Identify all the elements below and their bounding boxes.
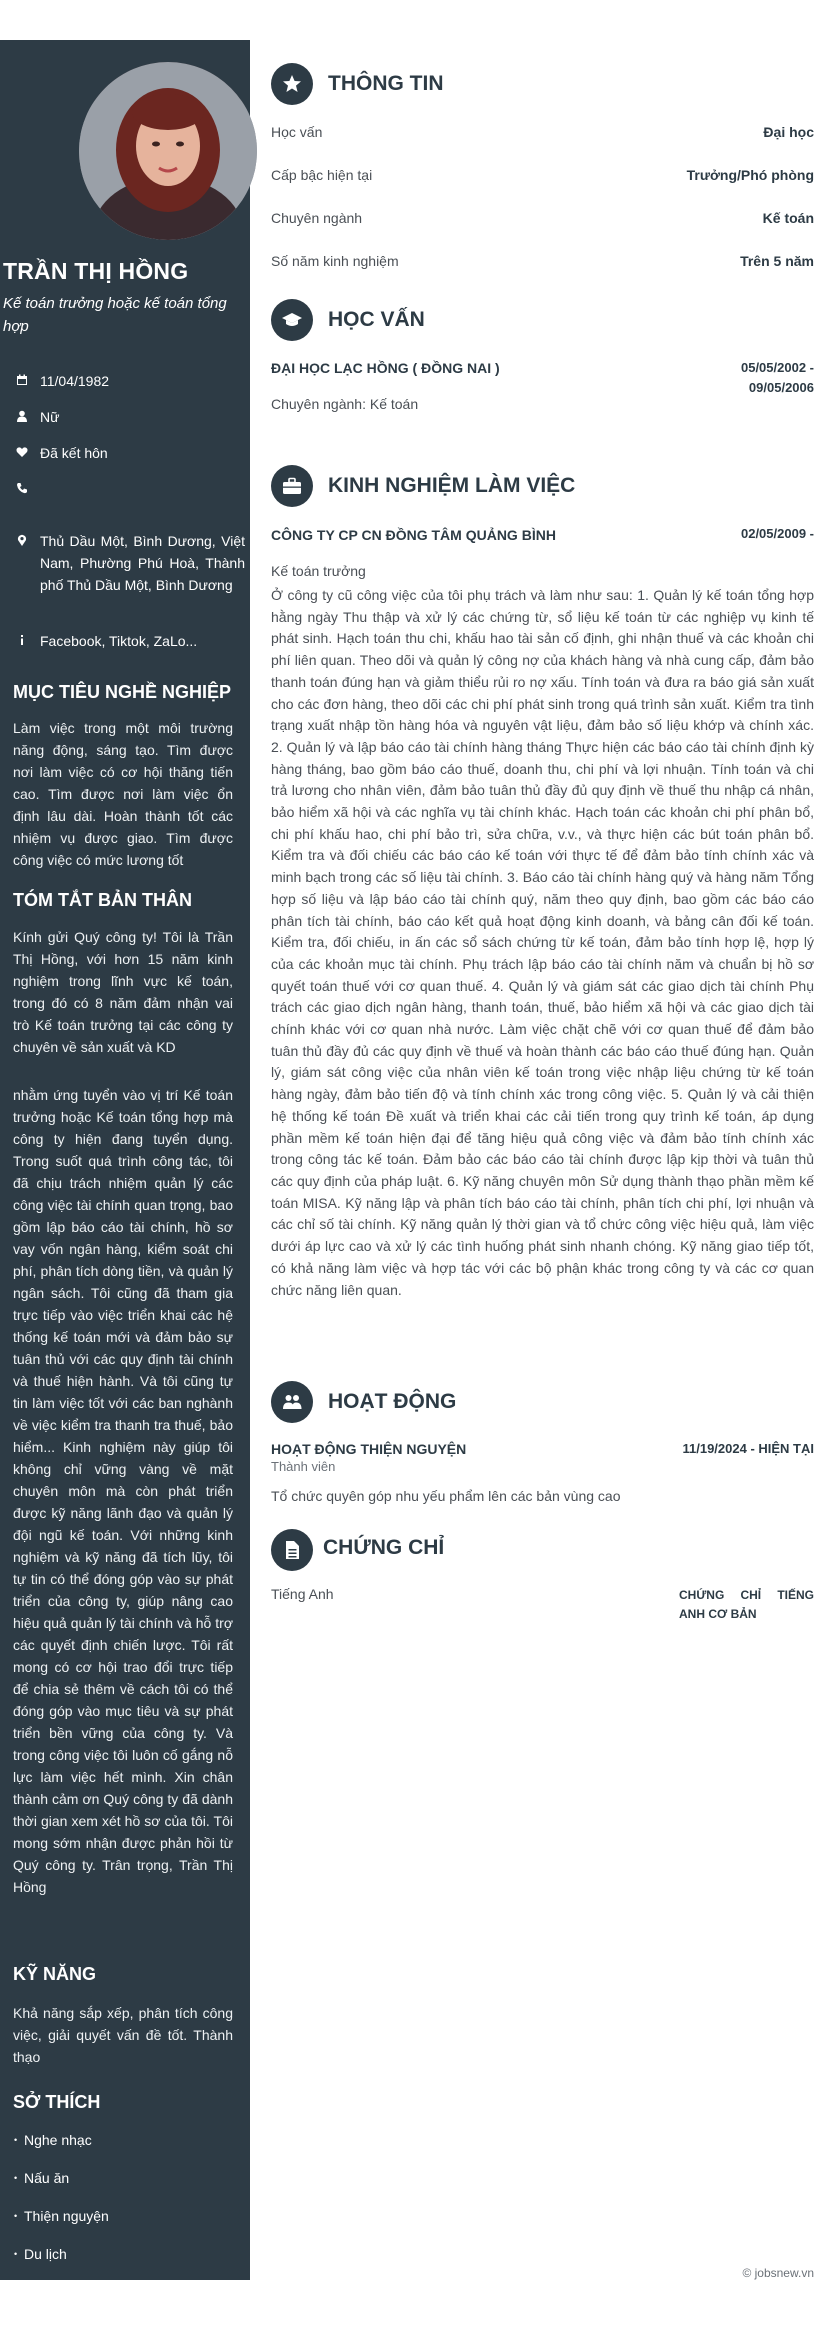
certificates-heading: CHỨNG CHỈ <box>323 1536 445 1559</box>
experience-position: Kế toán trưởng <box>271 563 366 579</box>
gender-text: Nữ <box>40 409 60 425</box>
hobby-item: • Du lịch <box>24 2246 67 2262</box>
certificate-detail-1: CHỨNG CHỈ TIẾNG <box>679 1588 814 1602</box>
info-value: Trưởng/Phó phòng <box>686 167 814 183</box>
candidate-title: Kế toán trưởng hoặc kế toán tổng hợp <box>3 295 227 335</box>
info-heading: THÔNG TIN <box>328 72 444 95</box>
contact-address <box>16 530 245 596</box>
avatar <box>79 62 257 240</box>
skills-text: Khả năng sắp xếp, phân tích công việc, giải quyết vấn đề tốt. Thành thạo <box>13 2005 233 2065</box>
section-icon <box>271 1529 313 1571</box>
birthdate-text: 11/04/1982 <box>40 373 110 389</box>
education-date <box>741 358 814 398</box>
activity-name: HOẠT ĐỘNG THIỆN NGUYỆN <box>271 1441 467 1457</box>
social-text: Facebook, Tiktok, ZaLo... <box>40 633 198 649</box>
info-value: Kế toán <box>762 210 814 226</box>
experience-heading: KINH NGHIỆM LÀM VIỆC <box>328 474 576 497</box>
contact-social <box>16 630 245 652</box>
section-icon <box>271 63 313 105</box>
hobby-item: • Nghe nhạc <box>24 2132 92 2148</box>
info-value: Đại học <box>763 124 814 140</box>
heart-icon <box>16 446 28 458</box>
star-icon <box>282 74 302 94</box>
user-icon <box>16 410 28 422</box>
certificate-detail-2: ANH CƠ BẢN <box>679 1607 757 1621</box>
skills-heading: KỸ NĂNG <box>13 1964 97 1984</box>
section-icon <box>271 465 313 507</box>
certificate-name: Tiếng Anh <box>271 1586 334 1602</box>
experience-date: 02/05/2009 - <box>740 526 814 541</box>
objective-heading: MỤC TIÊU NGHỀ NGHIỆP <box>13 682 232 702</box>
location-pin-icon <box>16 534 28 546</box>
marital-text: Đã kết hôn <box>40 445 108 461</box>
candidate-name: TRẦN THỊ HỒNG <box>3 258 189 284</box>
hobby-item: • Nấu ăn <box>24 2170 69 2186</box>
education-date-to: 09/05/2006 <box>748 380 814 395</box>
activity-description: Tổ chức quyên góp nhu yếu phẩm lên các bản vùng cao <box>271 1488 621 1504</box>
summary-text-2: nhằm ứng tuyển vào vị trí Kế toán trưởng hoặc Kế toán tổng hợp mà công ty hiện đang tuyển dụng. Trong suốt quá trình công tác, tôi đã chịu trách nhiệm quản lý các công việc tài chính quan trọng, bao gồm lập báo cáo tài chính, hồ sơ vay vốn ngân hàng, kiểm soát chi phí, phân tích dòng tiền, và quản lý ngân sách. Tôi cũng đã tham gia trực tiếp vào việc triển khai các hệ thống kế toán mới và đảm bảo sự tuân thủ với các quy định tài chính và thuế hiện hành. Và tôi cũng tự tin làm việc tốt với các ban nghành về việc kiểm tra thanh tra thuế, bảo hiểm... Kinh nghiệm này giúp tôi không chỉ vững vàng về mặt chuyên môn mà còn phát triển được kỹ năng lãnh đạo và quản lý đội ngũ kế toán. Với những kinh nghiệm và kỹ năng đã tích lũy, tôi tự tin có thể đóng góp vào sự phát triển của công ty, giúp nâng cao hiệu quả quản lý tài chính và hỗ trợ các quyết định chiến lược. Tôi rất mong có cơ hội trao đổi trực tiếp để chia sẻ thêm về cách tôi có thể đóng góp vào mục tiêu và sự phát triển bền vững của công ty. Và trong công việc tôi luôn cố gắng nỗ lực làm việc hết mình. Xin chân thành cảm ơn Quý công ty đã dành thời gian xem xét hồ sơ của tôi. Tôi mong sớm nhận được phản hồi từ Quý công ty. Trân trọng, Trần Thị Hồng <box>13 1087 233 1895</box>
hobbies-heading: SỞ THÍCH <box>13 2092 101 2112</box>
briefcase-icon <box>282 476 302 496</box>
info-label: Học vấn <box>271 124 323 140</box>
info-label: Cấp bậc hiện tại <box>271 167 373 183</box>
info-label: Số năm kinh nghiệm <box>271 253 399 269</box>
activities-heading: HOẠT ĐỘNG <box>328 1390 457 1413</box>
education-heading: HỌC VẤN <box>328 308 425 331</box>
contact-marital <box>16 442 245 464</box>
objective-text: Làm việc trong một môi trường năng động, sáng tạo. Tìm được nơi làm việc có cơ hội thăng tiến cao. Tìm được nơi làm việc ổn định lâu dài. Hoàn thành tốt các nhiệm vụ được giao. Tìm được công việc có mức lương tốt <box>13 720 233 868</box>
summary-heading: TÓM TẮT BẢN THÂN <box>13 890 192 910</box>
info-icon <box>16 634 28 646</box>
contact-gender <box>16 406 245 428</box>
info-value: Trên 5 năm <box>740 253 814 269</box>
section-icon <box>271 299 313 341</box>
contact-birthdate <box>16 370 245 392</box>
section-icon <box>271 1381 313 1423</box>
education-major: Chuyên ngành: Kế toán <box>271 396 419 412</box>
education-date-from: 05/05/2002 - <box>740 360 814 375</box>
certificate-icon <box>282 1540 302 1560</box>
footer-credit: © jobsnew.vn <box>742 2266 814 2280</box>
sidebar <box>0 40 250 2280</box>
activity-date: 11/19/2024 - HIỆN TẠI <box>682 1441 814 1456</box>
info-label: Chuyên ngành <box>271 210 363 226</box>
activity-role: Thành viên <box>271 1459 336 1474</box>
experience-company: CÔNG TY CP CN ĐỒNG TÂM QUẢNG BÌNH <box>271 527 556 543</box>
experience-description: Ở công ty cũ công việc của tôi phụ trách và làm như sau: 1. Quản lý kế toán tổng hợp hằng ngày Thu thập và xử lý các chứng từ, sổ liệu kế toán từ các nghiệp vụ kinh tế phát sinh. Hạch toán thu chi, khấu hao tài sản cố định, ghi nhận thuế và các khoản chi phí liên quan. Theo dõi và quản lý công nợ của khách hàng và nhà cung cấp, đảm bảo thanh toán đúng hạn và giảm thiểu rủi ro nợ xấu. Tính toán và đưa ra báo giá sản xuất cho các đơn hàng, theo dõi các chi phí phát sinh trong quá trình sản xuất. Kiểm tra tình trạng xuất nhập tồn hàng hóa và nguyên vật liệu, đảm bảo số liệu khớp và chính xác. 2. Quản lý và lập báo cáo tài chính hàng tháng Thực hiện các báo cáo tài chính định kỳ hàng tháng, bao gồm báo cáo thuế, doanh thu, chi phí và lợi nhuận. Tính toán và chi trả lương cho nhân viên, đảm bảo tuân thủ đầy đủ quy định về thuế thu nhập cá nhân, bảo hiểm xã hội và các nghĩa vụ tài chính khác. Hạch toán các khoản chi phí phân bổ, chi phí khấu hao, chi phí bảo trì, sửa chữa, v.v., và thực hiện các bút toán phân bổ. Kiểm tra và đối chiếu các báo cáo kế toán với thực tế để đảm bảo tính chính xác và minh bạch trong các số liệu tài chính. 3. Báo cáo tài chính hàng quý và hàng năm Tổng hợp số liệu và lập báo cáo tài chính quý, năm theo quy định, bao gồm các báo cáo phân tích tài chính, báo cáo kết quả hoạt động kinh doanh, và bảng cân đối kế toán. Kiểm tra, đối chiếu, in ấn các sổ sách chứng từ kế toán, đảm bảo tính hợp lệ, hợp lý của các khoản mục tài chính. Phụ trách lập báo cáo tài chính năm và chuẩn bị hồ sơ quyết toán thuế với cơ quan thuế. 4. Quản lý và giám sát các giao dịch tài chính Phụ trách các giao dịch ngân hàng, thanh toán, thuế, bảo hiểm xã hội và các giao dịch tài chính khác với cơ quan nhà nước. Làm việc chặt chẽ với cơ quan thuế để đảm bảo tuân thủ đầy đủ các quy định về thuế và hoàn thành các báo cáo thuế đúng hạn. Quản lý, giám sát công việc của nhân viên kế toán trong việc nhập liệu chứng từ kế toán hàng ngày, đảm bảo tiến độ và tính chính xác trong công việc. 5. Quản lý và cải thiện hệ thống kế toán Đề xuất và triển khai các cải tiến trong quy trình kế toán, áp dụng phần mềm kế toán hiện đại để tăng hiệu quả công việc và đảm bảo tính chính xác trong công tác kế toán. Đảm bảo các báo cáo tài chính được lập kịp thời và tuân thủ các quy định của pháp luật. 6. Kỹ năng chuyên môn Sử dụng thành thạo phần mềm kế toán MISA. Kỹ năng lập và phân tích báo cáo tài chính, phân tích chi phí, lợi nhuận và các chỉ số tài chính. Kỹ năng quản lý thời gian và tổ chức công việc hiệu quả, làm việc dưới áp lực cao và xử lý các tình huống phát sinh nhanh chóng. Kỹ năng giao tiếp tốt, có khả năng làm việc và hợp tác với các bộ phận khác trong công ty và các cơ quan chức năng liên quan. <box>271 587 814 1298</box>
summary-text-1: Kính gửi Quý công ty! Tôi là Trần Thị Hồng, với hơn 15 năm kinh nghiệm trong lĩnh vực kế toán, trong đó có 8 năm đảm nhận vai trò Kế toán trưởng tại các công ty chuyên về sản xuất và KD <box>13 929 233 1055</box>
graduation-cap-icon <box>282 310 302 330</box>
users-icon <box>282 1392 302 1412</box>
address-text: Thủ Dầu Một, Bình Dương, Việt Nam, Phường Phú Hoà, Thành phố Thủ Dầu Một, Bình Dương <box>40 533 245 593</box>
hobby-item: • Thiện nguyện <box>24 2208 109 2224</box>
calendar-icon <box>16 374 28 386</box>
education-school: ĐẠI HỌC LẠC HỒNG ( ĐỒNG NAI ) <box>271 360 500 376</box>
phone-icon <box>16 482 28 494</box>
